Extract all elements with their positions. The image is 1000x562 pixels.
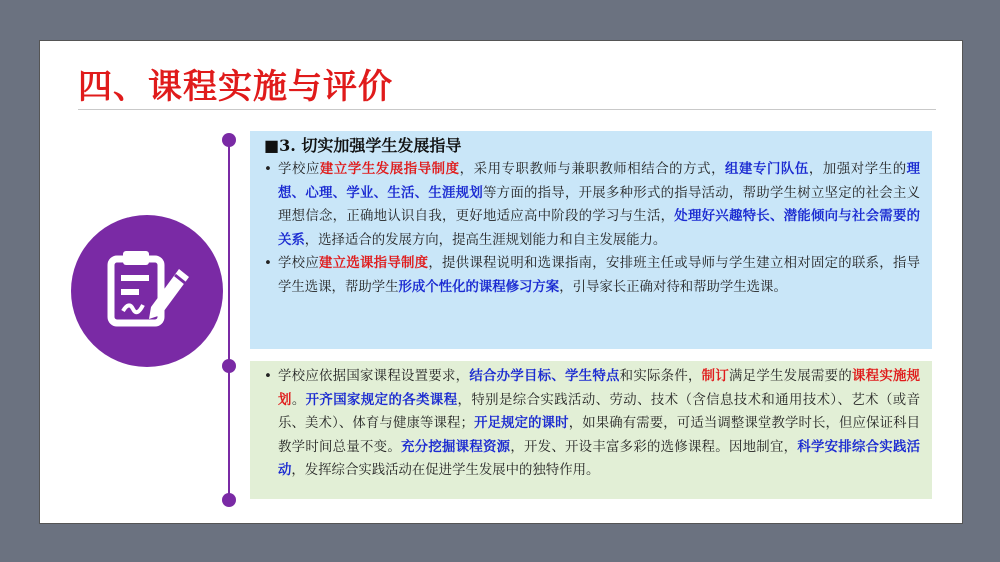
body-text: ，如果确有需要，可适当调整课堂教学时长，但应保证科目教学时间总量不变。 [278, 416, 921, 455]
paragraph-course-selection [264, 252, 920, 299]
body-text: 学校应 [278, 256, 319, 272]
timeline-dot-top [222, 133, 236, 147]
body-text: 。 [291, 392, 306, 408]
section-heading: ■3. 切实加强学生发展指导 [264, 136, 462, 155]
bullet-icon: • [264, 369, 272, 384]
highlight-red-text: 制订 [701, 369, 729, 384]
highlight-blue-text: 形成个性化的课程修习方案 [398, 279, 560, 295]
paragraph-guidance-system [264, 158, 920, 252]
document-pen-icon [101, 245, 193, 337]
highlight-blue-text: 开齐国家规定的各类课程 [305, 392, 458, 408]
icon-circle [71, 215, 223, 367]
bullet-icon: • [264, 162, 272, 177]
body-text: ，开发、开设丰富多彩的选修课程。因地制宜， [510, 439, 798, 455]
paragraph-text [278, 256, 920, 295]
paragraph-text [278, 162, 920, 248]
timeline-line [228, 137, 230, 497]
body-text: ，引导家长正确对待和帮助学生选课。 [559, 279, 787, 295]
body-text: 满足学生发展需要的 [729, 369, 852, 384]
body-text: 等方面的指导，开展多种形式的指导活动，帮助学生树立坚定的社会主义理想信念，正确地认识自我，更好地适应高中阶段的学习与生活， [278, 185, 921, 225]
timeline-dot-middle [222, 359, 236, 373]
highlight-red-text: 建立学生发展指导制度 [319, 162, 460, 177]
timeline-dot-bottom [222, 493, 236, 507]
body-text: ，提供课程说明和选课指南，安排班主任或导师与学生建立相对固定的联系，指导学生选课，帮助学生 [278, 256, 921, 295]
page-title: 四、课程实施与评价 [78, 67, 393, 107]
highlight-blue-text: 处理好兴趣特长、潜能倾向与社会需要的关系 [278, 209, 920, 248]
body-text: ，采用专职教师与兼职教师相结合的方式， [459, 162, 726, 177]
title-divider [78, 109, 936, 110]
body-text: ，发挥综合实践活动在促进学生发展中的独特作用。 [291, 463, 600, 479]
paragraph-curriculum-plan [264, 365, 920, 483]
body-text: ，选择适合的发展方向，提高生涯规划能力和自主发展能力。 [304, 232, 667, 248]
highlight-blue-text: 科学安排综合实践活动 [278, 439, 921, 479]
body-text: 学校应 [278, 162, 320, 177]
highlight-blue-text: 理想、心理、学业、生活、生涯规划 [278, 162, 921, 201]
highlight-red-text: 建立选课指导制度 [319, 256, 429, 272]
body-text: ，加强对学生的 [808, 162, 907, 177]
slide [40, 41, 962, 523]
highlight-red-text: 课程实施规划 [278, 369, 921, 408]
bullet-icon: • [264, 256, 272, 272]
curriculum-plan-box [250, 361, 932, 499]
highlight-blue-text: 结合办学目标、学生特点 [469, 369, 620, 384]
highlight-blue-text: 组建专门队伍 [725, 162, 809, 177]
paragraph-text [278, 369, 920, 478]
body-text: 学校应依据国家课程设置要求， [278, 369, 470, 384]
highlight-blue-text: 充分挖掘课程资源 [401, 439, 511, 455]
highlight-blue-text: 开足规定的课时 [473, 416, 569, 432]
body-text: 和实际条件， [619, 369, 702, 384]
student-guidance-box [250, 131, 932, 349]
body-text: ，特别是综合实践活动、劳动、技术（含信息技术和通用技术）、艺术（或音乐、美术）、体育与健康等课程； [278, 392, 920, 432]
